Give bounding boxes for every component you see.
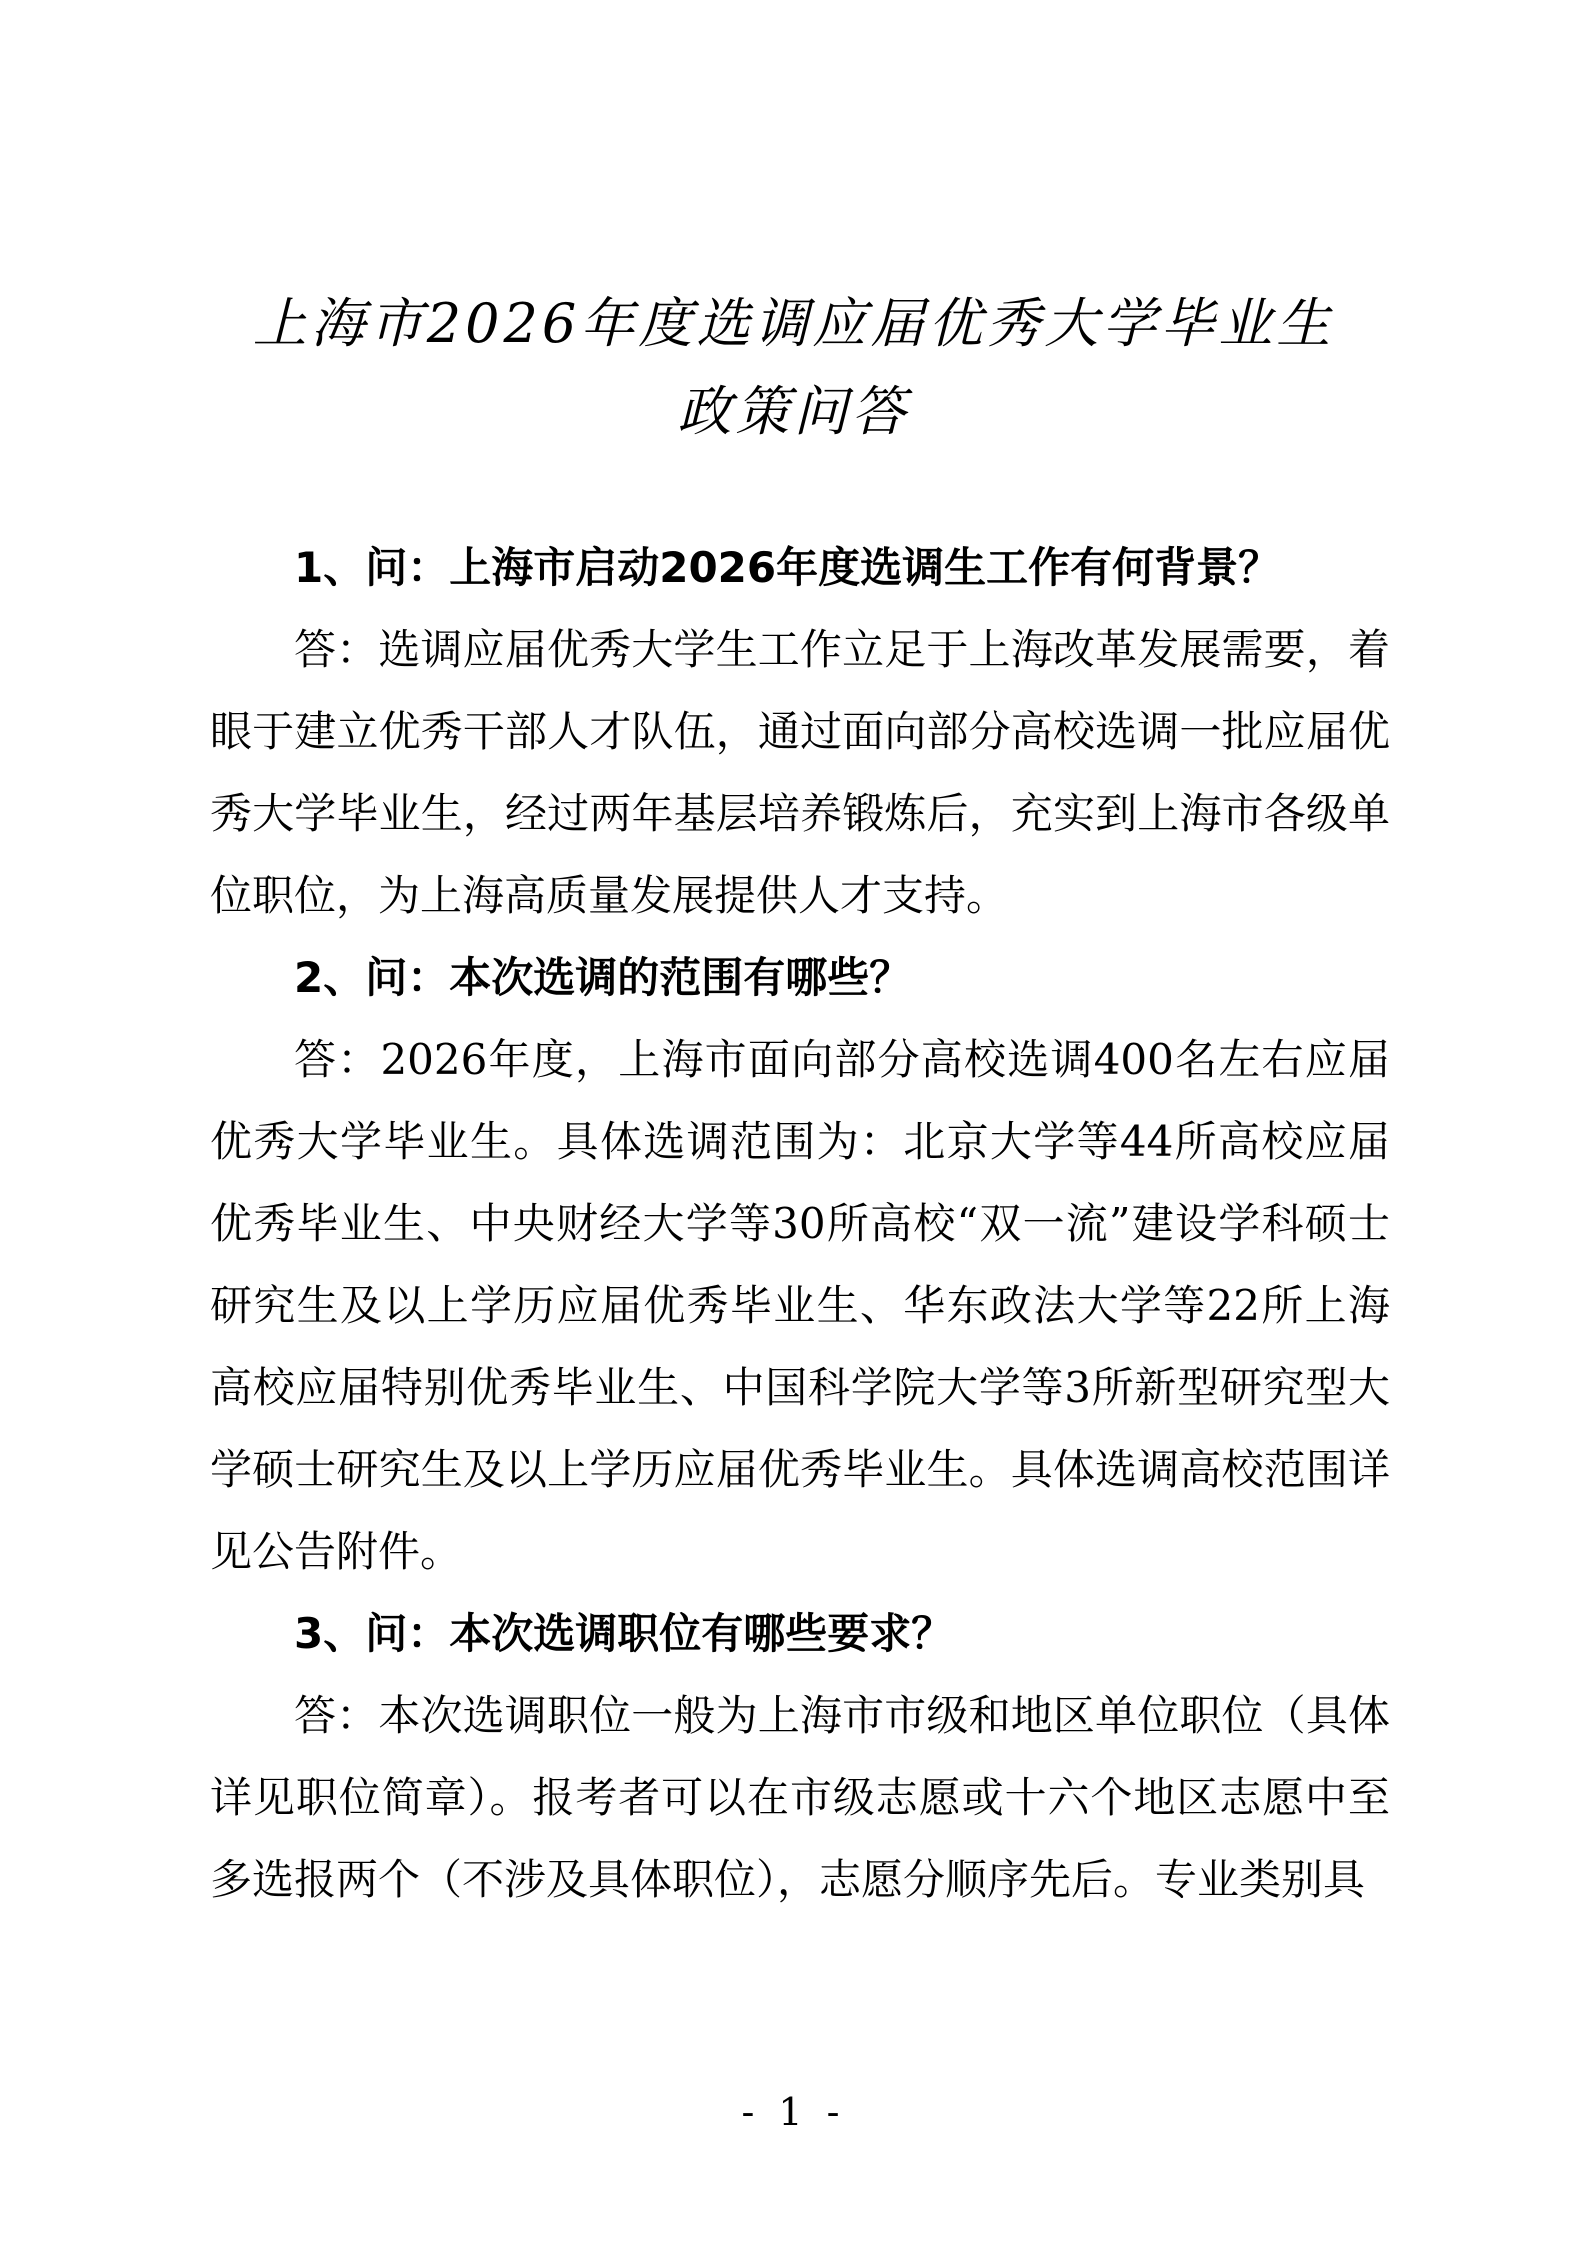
question-1: 1、问：上海市启动2026年度选调生工作有何背景？ — [294, 543, 1281, 592]
document-title-line-1: 上海市2026年度选调应届优秀大学毕业生 — [252, 292, 1335, 355]
question-2: 2、问：本次选调的范围有哪些？ — [294, 953, 912, 1002]
page-number: - 1 - — [741, 2090, 846, 2134]
question-3: 3、问：本次选调职位有哪些要求？ — [294, 1609, 954, 1658]
answer-2: 答：2026年度，上海市面向部分高校选调400名左右应届优秀大学毕业生。具体选调范围为：北京大学等44所高校应届优秀毕业生、中央财经大学等30所高校“双一流”建设学科硕士研究生及以上学历应届优秀毕业生、华东政法大学等22所上海高校应届特别优秀毕业生、中国科学院大学等3所新型研究型大学硕士研究生及以上学历应届优秀毕业生。具体选调高校范围详见公告附件。 — [210, 1035, 1390, 1576]
answer-3: 答：本次选调职位一般为上海市市级和地区单位职位（具体详见职位简章）。报考者可以在市级志愿或十六个地区志愿中至多选报两个（不涉及具体职位），志愿分顺序先后。专业类别具 — [210, 1691, 1390, 1904]
answer-1: 答：选调应届优秀大学生工作立足于上海改革发展需要，着眼于建立优秀干部人才队伍，通过面向部分高校选调一批应届优秀大学毕业生，经过两年基层培养锻炼后，充实到上海市各级单位职位，为上海高质量发展提供人才支持。 — [210, 625, 1390, 920]
document-body — [210, 527, 1390, 1921]
document-title-line-2: 政策问答 — [677, 380, 910, 443]
